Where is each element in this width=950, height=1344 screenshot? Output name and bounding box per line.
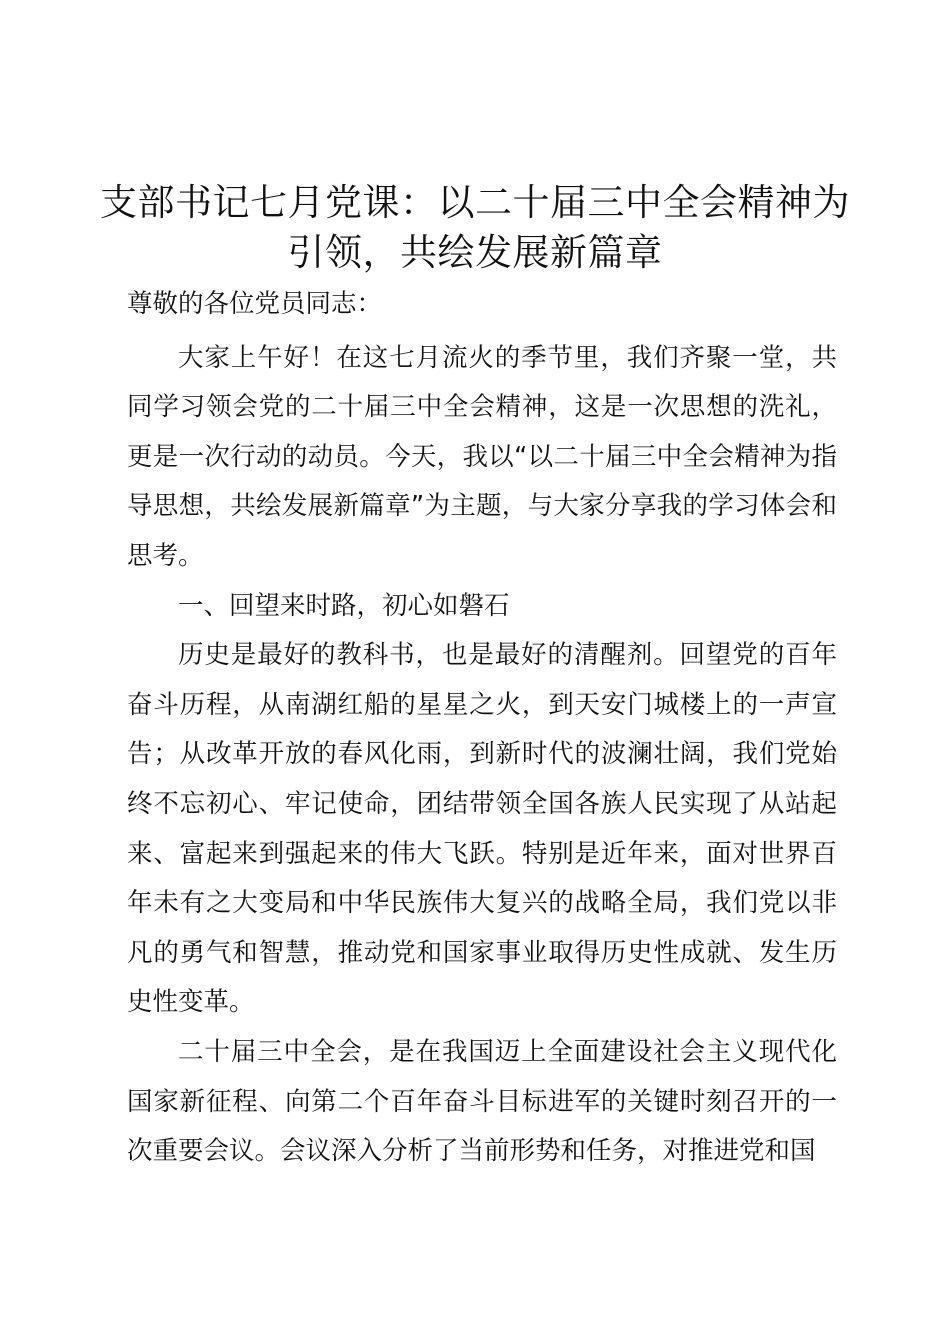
paragraph-intro: 大家上午好！在这七月流火的季节里，我们齐聚一堂，共同学习领会党的二十届三中全会精神，这是一次思想的洗礼，更是一次行动的动员。今天，我以“以二十届三中全会精神为指导思想，共绘发展新篇章”为主题，与大家分享我的学习体会和思考。 <box>127 342 837 571</box>
paragraph-plenum: 二十届三中全会，是在我国迈上全面建设社会主义现代化国家新征程、向第二个百年奋斗目标进军的关键时刻召开的一次重要会议。会议深入分析了当前形势和任务，对推进党和国 <box>127 1036 837 1167</box>
title-line-1: 支部书记七月党课：以二十届三中全会精神为 <box>100 181 850 224</box>
document-title <box>100 178 850 278</box>
section-heading-1: 一、回望来时路，初心如磐石 <box>178 590 510 621</box>
paragraph-history: 历史是最好的教科书，也是最好的清醒剂。回望党的百年奋斗历程，从南湖红船的星星之火，到天安门城楼上的一声宣告；从改革开放的春风化雨，到新时代的波澜壮阔，我们党始终不忘初心、牢记使命，团结带领全国各族人民实现了从站起来、富起来到强起来的伟大飞跃。特别是近年来，面对世界百年未有之大变局和中华民族伟大复兴的战略全局，我们党以非凡的勇气和智慧，推动党和国家事业取得历史性成就、发生历史性变革。 <box>127 640 837 1018</box>
salutation: 尊敬的各位党员同志： <box>127 289 383 319</box>
title-line-2: 引领，共绘发展新篇章 <box>287 231 663 274</box>
document-body <box>127 280 837 1177</box>
